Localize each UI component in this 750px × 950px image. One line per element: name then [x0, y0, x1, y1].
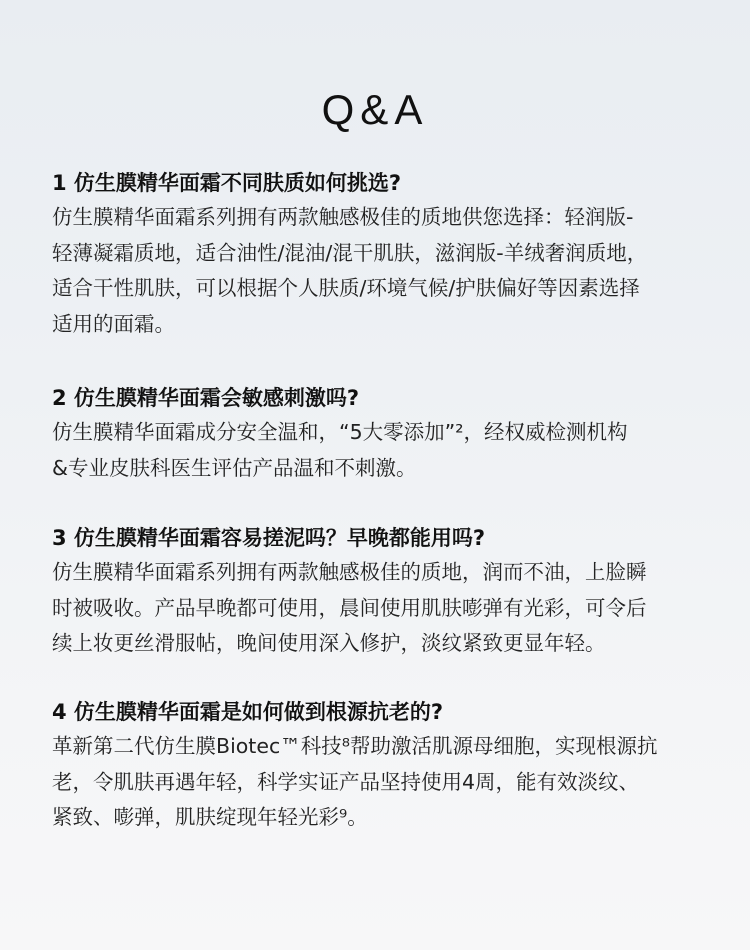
- answer-3-line-3: 续上妆更丝滑服帖，晚间使用深入修护，淡纹紧致更显年轻。: [52, 631, 606, 655]
- answer-4-line-2: 老，令肌肤再遇年轻，科学实证产品坚持使用4周，能有效淡纹、: [52, 769, 640, 794]
- question-4: 4 仿生膜精华面霜是如何做到根源抗老的?: [52, 700, 444, 724]
- answer-1-line-3: 适合干性肌肤，可以根据个人肤质/环境气候/护肤偏好等因素选择: [52, 276, 640, 300]
- answer-1-line-1: 仿生膜精华面霜系列拥有两款触感极佳的质地供您选择：轻润版-: [52, 205, 634, 229]
- qa-item-4: [52, 695, 702, 836]
- answer-2-line-1: 仿生膜精华面霜成分安全温和，“5大零添加”²，经权威检测机构: [52, 420, 628, 444]
- question-2: 2 仿生膜精华面霜会敏感刺激吗?: [52, 386, 360, 410]
- answer-4-line-1: 革新第二代仿生膜Biotec™科技⁸帮助激活肌源母细胞，实现根源抗: [52, 734, 658, 758]
- answer-1-line-2: 轻薄凝霜质地，适合油性/混油/混干肌肤，滋润版-羊绒奢润质地，: [52, 240, 648, 265]
- answer-3: [52, 555, 702, 662]
- answer-1: [52, 200, 702, 342]
- qa-item-3: [52, 521, 702, 662]
- answer-4: [52, 729, 702, 836]
- qa-item-2: [52, 381, 702, 486]
- answer-2: [52, 415, 702, 486]
- answer-3-line-2: 时被吸收。产品早晚都可使用，晨间使用肌肤嘭弹有光彩，可令后: [52, 595, 647, 620]
- answer-4-line-3: 紧致、嘭弹，肌肤绽现年轻光彩⁹。: [52, 805, 368, 829]
- question-3: 3 仿生膜精华面霜容易搓泥吗？早晚都能用吗?: [52, 526, 486, 550]
- answer-1-line-4: 适用的面霜。: [52, 311, 175, 336]
- answer-2-line-2: &专业皮肤科医生评估产品温和不刺激。: [52, 455, 417, 480]
- page-title: Q&A: [321, 86, 429, 133]
- qa-item-1: [52, 166, 702, 342]
- answer-3-line-1: 仿生膜精华面霜系列拥有两款触感极佳的质地，润而不油，上脸瞬: [52, 560, 647, 584]
- question-1: 1 仿生膜精华面霜不同肤质如何挑选?: [52, 171, 402, 195]
